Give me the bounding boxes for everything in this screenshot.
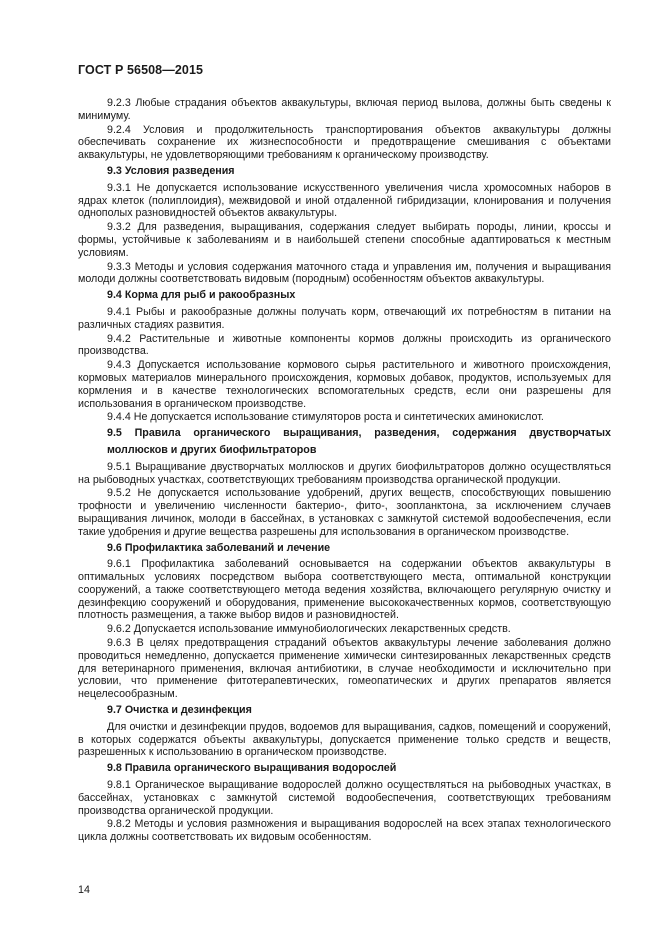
paragraph: 9.8.1 Органическое выращивание водорослей должно осуществляться на рыбоводных участках, в бассейнах, установках с замкнутой системой водообеспечения, соответствующих требованиям производства органической продукции. xyxy=(78,779,611,817)
paragraph: 9.5.2 Не допускается использование удобрений, других веществ, способствующих повышению трофности и увеличению численности бактерио-, фито-, зоопланктона, за исключением случаев выращивания личинок, молоди в бассейнах, в установках с замкнутой системой водообеспечения, если такие удобрения и другие вещества разрешены для использования в органическом производстве. xyxy=(78,487,611,538)
section-heading: 9.3 Условия разведения xyxy=(107,164,235,177)
standard-header: ГОСТ Р 56508—2015 xyxy=(78,63,204,77)
paragraph: 9.6.1 Профилактика заболеваний основывается на содержании объектов аквакультуры в оптимальных условиях посредством выбора соответствующего места, оптимальной конструкции сооружений, а также соответствующего метода ведения хозяйства, включающего регулярную очистку и дезинфекцию сооружений и оборудования, применение высококачественных кормов, соответствующую плотность размещения, а также выбор видов и разновидностей. xyxy=(78,558,611,622)
section-heading: 9.4 Корма для рыб и ракообразных xyxy=(107,289,296,302)
section-heading: 9.8 Правила органического выращивания водорослей xyxy=(107,762,397,775)
paragraph: 9.3.2 Для разведения, выращивания, содержания следует выбирать породы, линии, кроссы и формы, устойчивые к заболеваниям и в наибольшей степени способные адаптироваться к местным условиям. xyxy=(78,221,611,259)
page-number: 14 xyxy=(78,884,90,896)
paragraph: 9.4.2 Растительные и животные компоненты кормов должны происходить из органического производства. xyxy=(78,332,611,358)
paragraph: 9.3.1 Не допускается использование искусственного увеличения числа хромосомных наборов в ядрах клеток (полиплоидия), межвидовой и иной отдаленной гибридизации, клонирования и получения однополых разновидностей объектов аквакультуры. xyxy=(78,181,611,220)
paragraph: 9.4.1 Рыбы и ракообразные должны получать корм, отвечающий их потребностям в питании на различных стадиях развития. xyxy=(78,305,611,331)
paragraph: 9.8.2 Методы и условия размножения и выращивания водорослей на всех этапах технологического цикла должны соответствовать их видовым особенностям. xyxy=(78,818,611,844)
paragraph: 9.2.4 Условия и продолжительность транспортирования объектов аквакультуры должны обеспечивать сохранение их жизнеспособности и предотвращение смешивания с объектами аквакультуры, не удовлетворяющими требованиям к органическому производству. xyxy=(78,123,611,162)
paragraph: 9.6.3 В целях предотвращения страданий объектов аквакультуры лечение заболевания должно проводиться немедленно, допускается применение химически синтезированных лекарственных средств для ветеринарного применения, включая антибиотики, в случае необходимости и исключительно при условии, что применение фитотерапевтических, гомеопатических и других препаратов является нецелесообразным. xyxy=(78,637,611,701)
paragraph: 9.4.3 Допускается использование кормового сырья растительного и животного происхождения, кормовых материалов минерального происхождения, кормовых добавок, продуктов, используемых для кормления и в качестве технологических вспомогательных средств, если они разрешены для использования в органическом производстве. xyxy=(78,359,611,410)
section-heading: 9.6 Профилактика заболеваний и лечение xyxy=(107,541,331,554)
section-heading: 9.7 Очистка и дезинфекция xyxy=(107,704,252,717)
paragraph: 9.4.4 Не допускается использование стимуляторов роста и синтетических аминокислот. xyxy=(107,411,544,424)
paragraph: 9.2.3 Любые страдания объектов аквакультуры, включая период вылова, должны быть сведены к минимуму. xyxy=(78,97,611,122)
document-body xyxy=(78,97,611,845)
section-heading: 9.5 Правила органического выращивания, разведения, содержания двустворчатых xyxy=(107,427,611,440)
paragraph: 9.3.3 Методы и условия содержания маточного стада и управления им, получения и выращивания молоди должны соответствовать видовым (породным) особенностям объектов аквакультуры. xyxy=(78,260,611,286)
paragraph: 9.5.1 Выращивание двустворчатых моллюсков и других биофильтраторов должно осуществляться на рыбоводных участках, соответствующих требованиям производства органической продукции. xyxy=(78,460,611,486)
section-heading: моллюсков и других биофильтраторов xyxy=(107,443,317,456)
paragraph: Для очистки и дезинфекции прудов, водоемов для выращивания, садков, помещений и сооружений, в которых содержатся объекты аквакультуры, допускается применение только средств и веществ, разрешенных к использованию в органическом производстве. xyxy=(78,720,611,759)
paragraph: 9.6.2 Допускается использование иммунобиологических лекарственных средств. xyxy=(107,623,511,636)
